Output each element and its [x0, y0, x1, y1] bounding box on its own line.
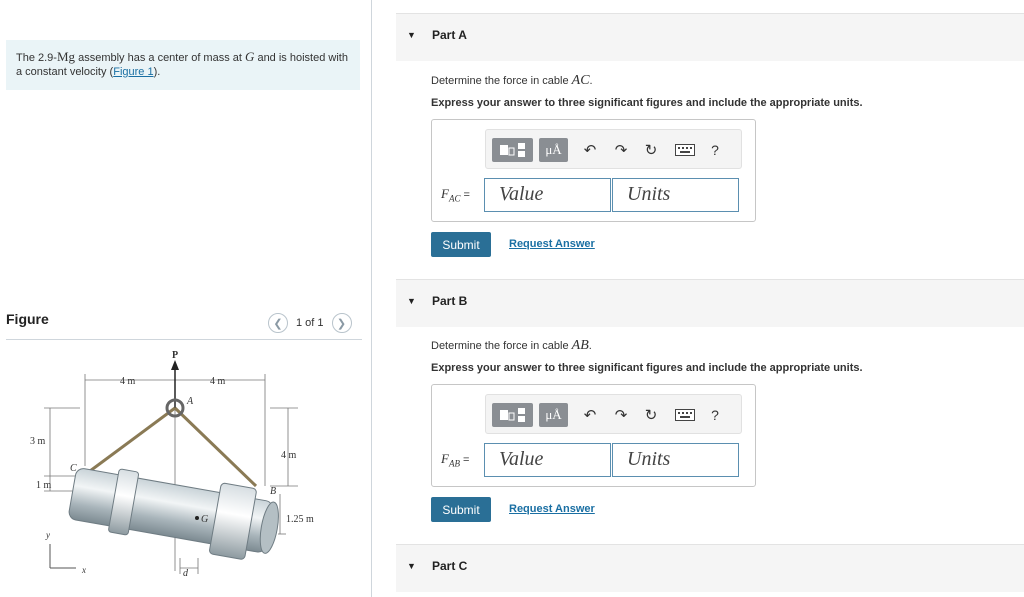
label-g: G: [201, 514, 209, 525]
label-a: A: [187, 396, 194, 407]
math-toolbar: [485, 394, 742, 434]
part-b-question: [431, 338, 592, 354]
variable-subscript: AC: [448, 193, 461, 204]
redo-icon[interactable]: ↷: [614, 407, 628, 424]
variable-subscript: AB: [448, 458, 460, 469]
units-input[interactable]: Units: [612, 178, 739, 212]
figure-diagram: [30, 346, 340, 586]
part-b-answer-box: [431, 384, 756, 487]
figure-count: 1 of 1: [296, 317, 324, 329]
center-of-mass-g: [195, 516, 199, 520]
part-a-header[interactable]: [396, 13, 1024, 61]
part-b-header[interactable]: [396, 279, 1024, 327]
cable-ab: [175, 408, 256, 486]
label-p: P: [172, 350, 179, 361]
problem-pane: [0, 0, 372, 597]
label-b: B: [270, 486, 277, 497]
value-input[interactable]: Value: [484, 178, 611, 212]
part-b-title: Part B: [432, 294, 468, 308]
dim-right-4m: 4 m: [210, 376, 226, 387]
mass-unit: Mg: [56, 49, 76, 64]
redo-icon[interactable]: ↷: [614, 142, 628, 159]
divider: [6, 339, 362, 340]
figure-link[interactable]: Figure 1: [113, 66, 154, 78]
label-d: d: [183, 568, 188, 579]
chevron-left-icon[interactable]: ❮: [268, 313, 288, 333]
dim-3m: 3 m: [30, 436, 46, 447]
figure-title: Figure: [6, 311, 49, 327]
question-text: .: [589, 75, 593, 87]
value-input[interactable]: Value: [484, 443, 611, 477]
question-text: Determine the force in cable: [431, 340, 572, 352]
help-button[interactable]: ?: [711, 142, 719, 158]
submit-button[interactable]: Submit: [431, 497, 491, 522]
variable-label: [441, 186, 470, 204]
templates-icon: [498, 142, 528, 158]
templates-icon: [498, 407, 528, 423]
cable-name: AC: [571, 73, 590, 88]
help-button[interactable]: ?: [711, 407, 719, 423]
cable-ac: [90, 408, 175, 471]
dim-4m-vertical: 4 m: [281, 450, 297, 461]
variable-symbol: F: [441, 186, 449, 201]
problem-statement: [6, 40, 360, 90]
templates-button[interactable]: [492, 138, 533, 162]
problem-text: ).: [153, 66, 161, 78]
part-a-question: [431, 73, 593, 89]
dim-1m: 1 m: [36, 480, 52, 491]
units-button[interactable]: μÅ: [539, 403, 568, 427]
caret-down-icon: ▼: [407, 296, 416, 306]
equals-sign: =: [463, 189, 470, 201]
request-answer-link[interactable]: Request Answer: [509, 503, 595, 515]
question-text: Determine the force in cable: [431, 75, 572, 87]
units-button[interactable]: μÅ: [539, 138, 568, 162]
part-c-title: Part C: [432, 559, 468, 573]
axis-x-label: x: [82, 565, 86, 575]
part-a-answer-box: [431, 119, 756, 222]
problem-text: assembly has a center of mass at: [75, 52, 245, 64]
label-c: C: [70, 463, 77, 474]
dim-1-25m: 1.25 m: [286, 514, 314, 525]
part-a-instruction: Express your answer to three significant figures and include the appropriate units.: [431, 97, 863, 109]
dim-left-4m: 4 m: [120, 376, 136, 387]
templates-button[interactable]: [492, 403, 533, 427]
cable-name: AB: [571, 338, 589, 353]
axis-y-label: y: [46, 530, 50, 540]
reset-icon[interactable]: ↻: [644, 142, 658, 159]
keyboard-icon[interactable]: [672, 403, 698, 427]
figure-pager: [268, 313, 352, 333]
force-p-arrowhead: [171, 360, 179, 370]
problem-text: and is hoisted with a constant velocity (: [16, 52, 348, 78]
problem-text: The 2.9-: [16, 52, 57, 64]
part-a-title: Part A: [432, 28, 467, 42]
equals-sign: =: [462, 454, 470, 466]
variable-symbol: F: [441, 451, 449, 466]
point-g: G: [245, 49, 255, 64]
units-input[interactable]: Units: [612, 443, 739, 477]
chevron-right-icon[interactable]: ❯: [332, 313, 352, 333]
undo-icon[interactable]: ↶: [583, 407, 597, 424]
caret-down-icon: ▼: [407, 561, 416, 571]
question-text: .: [588, 340, 592, 352]
keyboard-icon[interactable]: [672, 138, 698, 162]
math-toolbar: [485, 129, 742, 169]
reset-icon[interactable]: ↻: [644, 407, 658, 424]
part-c-header[interactable]: [396, 544, 1024, 592]
part-b-instruction: Express your answer to three significant figures and include the appropriate units.: [431, 362, 863, 374]
request-answer-link[interactable]: Request Answer: [509, 238, 595, 250]
caret-down-icon: ▼: [407, 30, 416, 40]
submit-button[interactable]: Submit: [431, 232, 491, 257]
variable-label: [441, 451, 469, 469]
undo-icon[interactable]: ↶: [583, 142, 597, 159]
